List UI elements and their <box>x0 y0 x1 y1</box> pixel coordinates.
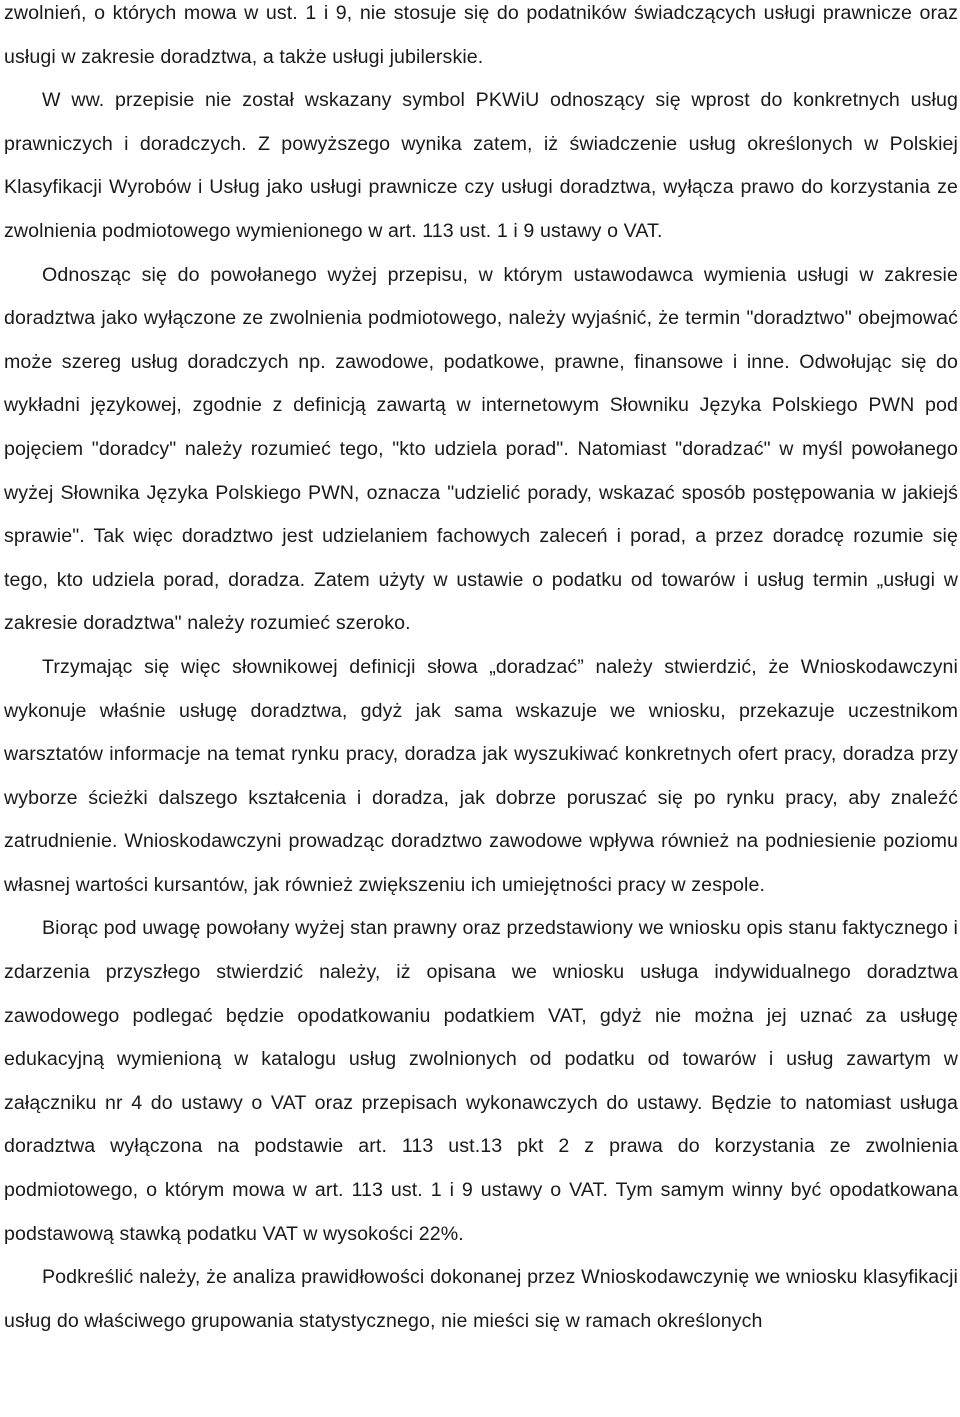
paragraph-2 <box>0 79 960 253</box>
paragraph-4-text: Trzymając się więc słownikowej definicji słowa „doradzać” należy stwierdzić, że Wnioskodawczyni wykonuje właśnie usługę doradztwa, gdyż jak sama wskazuje we wniosku, przekazuje uczestnikom warsztatów informacje na temat rynku pracy, doradza jak wyszukiwać konkretnych ofert pracy, doradza przy wyborze ścieżki dalszego kształcenia i doradza, jak dobrze poruszać się po rynku pracy, aby znaleźć zatrudnienie. Wnioskodawczyni prowadząc doradztwo zawodowe wpływa również na podniesienie poziomu własnej wartości kursantów, jak również zwiększeniu ich umiejętności pracy w zespole. <box>4 655 958 896</box>
paragraph-2-text: W ww. przepisie nie został wskazany symbol PKWiU odnoszący się wprost do konkretnych usług prawniczych i doradczych. Z powyższego wynika zatem, iż świadczenie usług określonych w Polskiej Klasyfikacji Wyrobów i Usług jako usługi prawnicze czy usługi doradztwa, wyłącza prawo do korzystania ze zwolnienia podmiotowego wymienionego w art. 113 ust. 1 i 9 ustawy o VAT. <box>4 89 958 242</box>
paragraph-6-text: Podkreślić należy, że analiza prawidłowości dokonanej przez Wnioskodawczynię we wniosku klasyfikacji usług do właściwego grupowania statystycznego, nie mieści się w ramach określonych <box>4 1266 958 1332</box>
paragraph-3-text: Odnosząc się do powołanego wyżej przepisu, w którym ustawodawca wymienia usługi w zakresie doradztwa jako wyłączone ze zwolnienia podmiotowego, należy wyjaśnić, że termin "doradztwo" obejmować może szereg usług doradczych np. zawodowe, podatkowe, prawne, finansowe i inne. Odwołując się do wykładni językowej, zgodnie z definicją zawartą w internetowym Słowniku Języka Polskiego PWN pod pojęciem "doradcy" należy rozumieć tego, "kto udziela porad". Natomiast "doradzać" w myśl powołanego wyżej Słownika Języka Polskiego PWN, oznacza "udzielić porady, wskazać sposób postępowania w jakiejś sprawie". Tak więc doradztwo jest udzielaniem fachowych zaleceń i porad, a przez doradcę rozumie się tego, kto udziela porad, doradza. Zatem użyty w ustawie o podatku od towarów i usług termin „usługi w zakresie doradztwa" należy rozumieć szeroko. <box>4 263 958 635</box>
paragraph-1-text: zwolnień, o których mowa w ust. 1 i 9, nie stosuje się do podatników świadczących usługi prawnicze oraz usługi w zakresie doradztwa, a także usługi jubilerskie. <box>4 2 958 68</box>
paragraph-1 <box>0 0 960 79</box>
paragraph-5-text: Biorąc pod uwagę powołany wyżej stan prawny oraz przedstawiony we wniosku opis stanu faktycznego i zdarzenia przyszłego stwierdzić należy, iż opisana we wniosku usługa indywidualnego doradztwa zawodowego podlegać będzie opodatkowaniu podatkiem VAT, gdyż nie można jej uznać za usługę edukacyjną wymienioną w katalogu usług zwolnionych od podatku od towarów i usług zawartym w załączniku nr 4 do ustawy o VAT oraz przepisach wykonawczych do ustawy. Będzie to natomiast usługa doradztwa wyłączona na podstawie art. 113 ust.13 pkt 2 z prawa do korzystania ze zwolnienia podmiotowego, o którym mowa w art. 113 ust. 1 i 9 ustawy o VAT. Tym samym winny być opodatkowana podstawową stawką podatku VAT w wysokości 22%. <box>4 917 958 1245</box>
paragraph-5 <box>0 907 960 1256</box>
paragraph-3 <box>0 254 960 646</box>
paragraph-4 <box>0 646 960 908</box>
paragraph-6 <box>0 1256 960 1343</box>
